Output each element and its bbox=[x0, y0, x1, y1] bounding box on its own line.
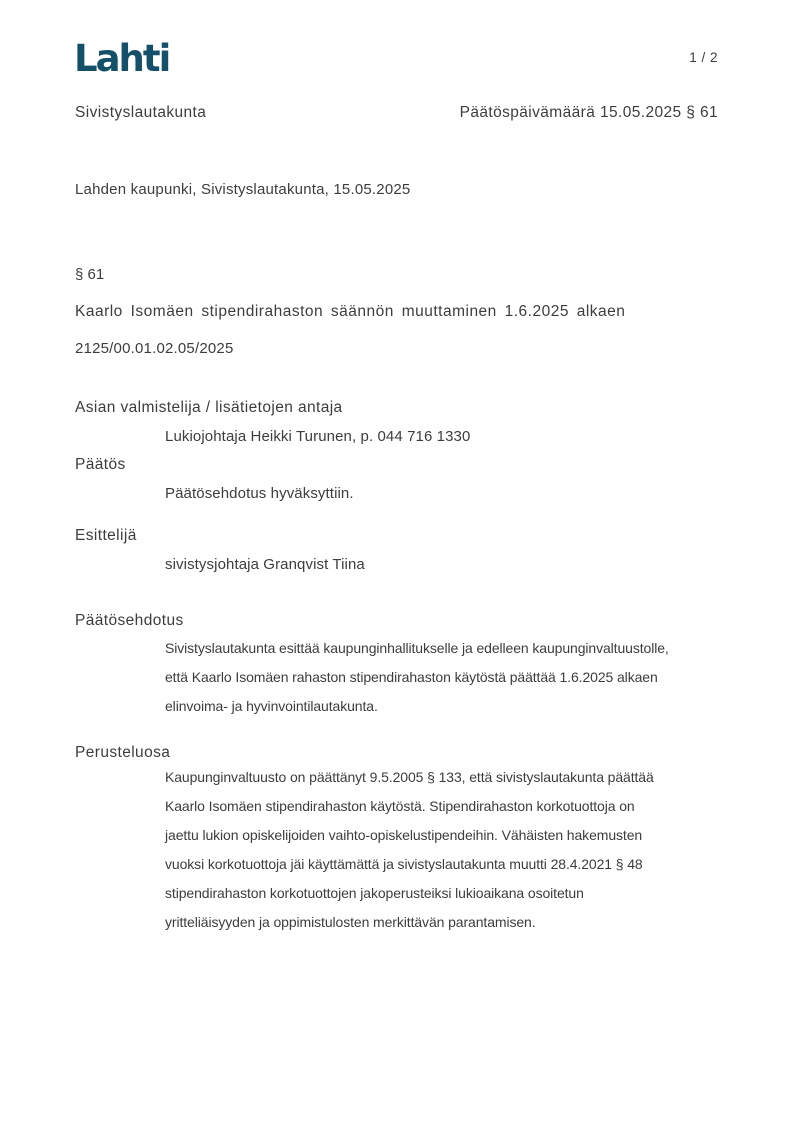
paragraph-line: jaettu lukion opiskelijoiden vaihto-opiskelustipendeihin. Vähäisten hakemusten bbox=[165, 827, 643, 843]
decision-label: Päätös bbox=[75, 456, 126, 473]
preparer-label: Asian valmistelija / lisätietojen antaja bbox=[75, 399, 343, 416]
paragraph-line: stipendirahaston korkotuottojen jakoperusteiksi lukioaikana osoitetun bbox=[165, 885, 584, 901]
paragraph-line: Kaupunginvaltuusto on päättänyt 9.5.2005 § 133, että sivistyslautakunta päättää bbox=[165, 769, 654, 785]
proposal-paragraph bbox=[165, 634, 669, 721]
paragraph-line: että Kaarlo Isomäen rahaston stipendirahaston käytöstä päättää 1.6.2025 alkaen bbox=[165, 669, 658, 685]
paragraph-line: vuoksi korkotuottoja jäi käyttämättä ja sivistyslautakunta muutti 28.4.2021 § 48 bbox=[165, 856, 643, 872]
committee-name: Sivistyslautakunta bbox=[75, 104, 207, 121]
organization-line: Lahden kaupunki, Sivistyslautakunta, 15.05.2025 bbox=[75, 181, 411, 198]
presenter-label: Esittelijä bbox=[75, 527, 137, 544]
paragraph-line: yritteliäisyyden ja oppimistulosten merkittävän parantamisen. bbox=[165, 914, 536, 930]
decision-date: Päätöspäivämäärä 15.05.2025 § 61 bbox=[459, 104, 718, 121]
proposal-label: Päätösehdotus bbox=[75, 612, 184, 629]
rationale-label: Perusteluosa bbox=[75, 744, 171, 761]
presenter-value: sivistysjohtaja Granqvist Tiina bbox=[165, 556, 365, 573]
lahti-logo: Lahti bbox=[74, 37, 170, 80]
paragraph-line: Sivistyslautakunta esittää kaupunginhallitukselle ja edelleen kaupunginvaltuustolle, bbox=[165, 640, 669, 656]
document-title: Kaarlo Isomäen stipendirahaston säännön muuttaminen 1.6.2025 alkaen bbox=[75, 303, 626, 320]
decision-value: Päätösehdotus hyväksyttiin. bbox=[165, 485, 354, 502]
rationale-paragraph bbox=[165, 763, 654, 937]
paragraph-line: elinvoima- ja hyvinvointilautakunta. bbox=[165, 698, 378, 714]
case-number: 2125/00.01.02.05/2025 bbox=[75, 340, 234, 357]
section-number: § 61 bbox=[75, 266, 105, 283]
preparer-value: Lukiojohtaja Heikki Turunen, p. 044 716 1330 bbox=[165, 428, 471, 445]
paragraph-line: Kaarlo Isomäen stipendirahaston käytöstä. Stipendirahaston korkotuottoja on bbox=[165, 798, 635, 814]
page-number: 1 / 2 bbox=[689, 50, 718, 65]
